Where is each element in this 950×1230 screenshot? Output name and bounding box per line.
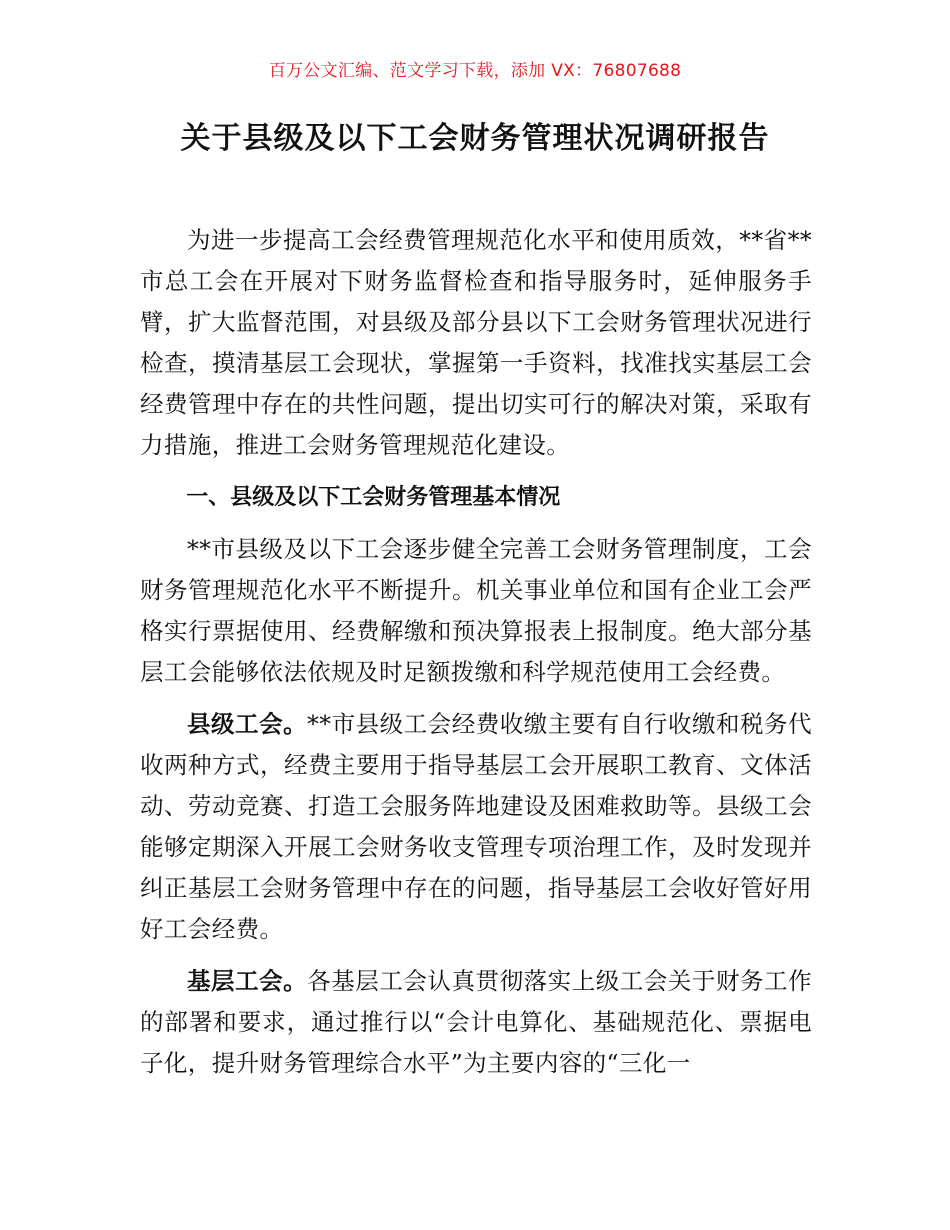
- intro-paragraph: 为进一步提高工会经费管理规范化水平和使用质效，**省**市总工会在开展对下财务监督检查和指导服务时，延伸服务手臂，扩大监督范围，对县级及部分县以下工会财务管理状况进行检查，摸清基层工会现状，掌握第一手资料，找准找实基层工会经费管理中存在的共性问题，提出切实可行的解决对策，采取有力措施，推进工会财务管理规范化建设。: [140, 226, 812, 459]
- county-union-lead: 县级工会。: [187, 710, 308, 738]
- basic-situation-paragraph: **市县级及以下工会逐步健全完善工会财务管理制度，工会财务管理规范化水平不断提升。机关事业单位和国有企业工会严格实行票据使用、经费解缴和预决算报表上报制度。绝大部分基层工会能够依法依规及时足额拨缴和科学规范使用工会经费。: [140, 535, 812, 686]
- grassroots-union-lead: 基层工会。: [187, 967, 308, 995]
- county-union-paragraph: [140, 704, 812, 950]
- grassroots-union-paragraph: [140, 961, 812, 1084]
- document-body: [140, 220, 812, 1095]
- document-title: 关于县级及以下工会财务管理状况调研报告: [180, 121, 770, 156]
- section-heading: 一、县级及以下工会财务管理基本情况: [186, 485, 561, 510]
- grassroots-union-text: 各基层工会认真贯彻落实上级工会关于财务工作的部署和要求，通过推行以“会计电算化、基础规范化、票据电子化，提升财务管理综合水平”为主要内容的“三化一: [140, 967, 812, 1077]
- promo-banner: 百万公文汇编、范文学习下载，添加 VX：76807688: [268, 61, 682, 81]
- county-union-text: **市县级工会经费收缴主要有自行收缴和税务代收两种方式，经费主要用于指导基层工会开展职工教育、文体活动、劳动竞赛、打造工会服务阵地建设及困难救助等。县级工会能够定期深入开展工会财务收支管理专项治理工作，及时发现并纠正基层工会财务管理中存在的问题，指导基层工会收好管好用好工会经费。: [140, 710, 812, 943]
